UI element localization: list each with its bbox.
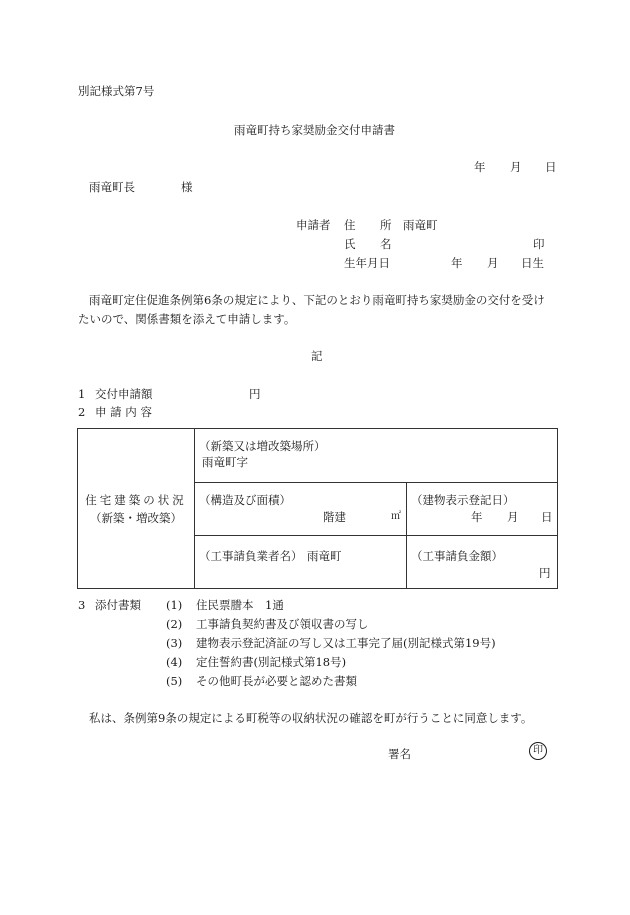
- address-value: 雨竜町: [403, 218, 438, 232]
- item2-label: 申 請 内 容: [95, 405, 152, 419]
- registration-cell: [407, 483, 558, 536]
- contract-amount-label: （工事請負金額）: [411, 549, 503, 563]
- ki-heading: 記: [311, 349, 323, 363]
- item1-label: 交付申請額: [95, 387, 153, 401]
- item1-number: 1: [78, 387, 86, 401]
- form-title: 雨竜町持ち家奨励金交付申請書: [234, 123, 395, 137]
- structure-label: （構造及び面積）: [199, 493, 291, 507]
- body-line-1: 雨竜町定住促進条例第6条の規定により、下記のとおり雨竜町持ち家奨励金の交付を受け: [89, 293, 545, 307]
- contractor-value: 雨竜町: [307, 549, 342, 563]
- item1-unit: 円: [249, 387, 261, 401]
- form-number: 別記様式第7号: [78, 84, 155, 98]
- date-day: 日: [545, 160, 557, 174]
- consent-text: 私は、条例第9条の規定による町税等の収納状況の確認を町が行うことに同意します。: [89, 711, 533, 725]
- attachment-5-text: その他町長が必要と認めた書類: [196, 674, 357, 688]
- attachment-2-text: 工事請負契約書及び領収書の写し: [196, 617, 369, 631]
- attachment-3-num: (3): [166, 636, 183, 650]
- addressee-name: 雨竜町長: [89, 180, 135, 194]
- birth-label: 生年月日: [344, 256, 390, 270]
- item3-label: 添付書類: [95, 598, 141, 612]
- attachment-4-num: (4): [166, 655, 183, 669]
- registration-month: 月: [507, 510, 519, 524]
- birth-day: 日生: [521, 256, 544, 270]
- address-label-2: 所: [380, 218, 392, 232]
- structure-floors: 階建: [323, 510, 346, 524]
- attachment-2-num: (2): [166, 617, 183, 631]
- birth-year: 年: [451, 256, 463, 270]
- addressee-honorific: 様: [181, 180, 193, 194]
- registration-day: 日: [541, 510, 553, 524]
- structure-unit: ㎡: [391, 511, 401, 522]
- application-table: [77, 428, 558, 589]
- birth-month: 月: [487, 256, 499, 270]
- location-value: 雨竜町字: [202, 455, 248, 469]
- registration-label: （建物表示登記日）: [411, 493, 515, 507]
- name-label-1: 氏: [344, 237, 356, 251]
- date-year: 年: [474, 160, 486, 174]
- body-line-2: たいので、関係書類を添えて申請します。: [78, 312, 296, 326]
- row-header-cell: [78, 429, 195, 589]
- applicant-label: 申請者: [296, 218, 331, 232]
- registration-year: 年: [471, 510, 483, 524]
- contractor-label: （工事請負業者名）: [199, 549, 303, 563]
- attachment-1-text: 住民票謄本 1通: [196, 598, 284, 612]
- location-cell: [195, 429, 558, 483]
- date-month: 月: [510, 160, 522, 174]
- signature-seal: 印: [529, 742, 547, 760]
- contract-amount-cell: [407, 536, 558, 589]
- attachment-1-num: (1): [166, 598, 183, 612]
- item2-number: 2: [78, 405, 86, 419]
- applicant-seal: 印: [533, 237, 545, 251]
- contractor-cell: [195, 536, 407, 589]
- structure-cell: [195, 483, 407, 536]
- row-header-1: 住宅建築の状況: [85, 492, 187, 507]
- name-label-2: 名: [380, 237, 392, 251]
- signature-label: 署名: [388, 747, 411, 761]
- item3-number: 3: [78, 598, 86, 612]
- row-header-2: （新築・増改築）: [90, 510, 182, 525]
- contract-amount-unit: 円: [539, 566, 551, 580]
- attachment-3-text: 建物表示登記済証の写し又は工事完了届(別記様式第19号): [196, 636, 496, 650]
- attachment-5-num: (5): [166, 674, 183, 688]
- attachment-4-text: 定住誓約書(別記様式第18号): [196, 655, 347, 669]
- address-label-1: 住: [344, 218, 356, 232]
- location-label: （新築又は増改築場所）: [199, 439, 326, 453]
